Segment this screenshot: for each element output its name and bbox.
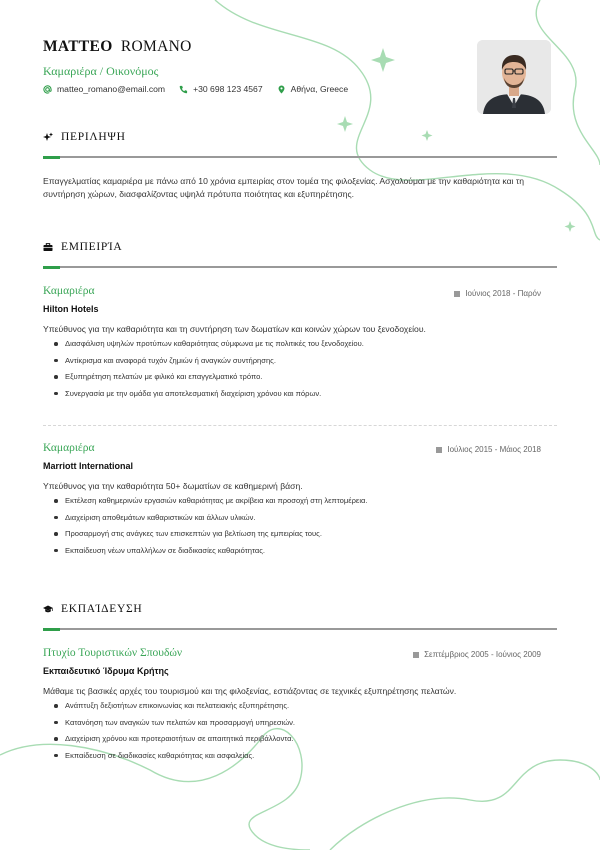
phone-icon	[179, 85, 188, 94]
education-bullets	[54, 700, 295, 766]
experience-heading: ΕΜΠΕΙΡΊΑ	[61, 241, 123, 253]
section-title-experience	[43, 241, 122, 253]
at-icon	[43, 85, 52, 94]
entry-separator	[43, 425, 557, 426]
calendar-icon	[454, 291, 460, 297]
list-item: Διασφάλιση υψηλών προτύπων καθαριότητας σύμφωνα με τις πολιτικές του ξενοδοχείου.	[54, 338, 364, 355]
contact-phone[interactable]	[179, 84, 263, 94]
education-description: Μάθαμε τις βασικές αρχές του τουρισμού και της φιλοξενίας, εστιάζοντας σε τεχνικές εξυπηρέτησης πελατών.	[43, 686, 457, 696]
section-rule	[43, 266, 557, 268]
list-item: Εκτέλεση καθημερινών εργασιών καθαριότητας με ακρίβεια και προσοχή στη λεπτομέρεια.	[54, 495, 368, 512]
education-heading: ΕΚΠΑΊΔΕΥΣΗ	[61, 603, 143, 615]
education-org: Εκπαιδευτικό Ίδρυμα Κρήτης	[43, 666, 169, 676]
job-role: Καμαριέρα / Οικονόμος	[43, 64, 159, 78]
briefcase-icon	[43, 242, 53, 252]
list-item: Εξυπηρέτηση πελατών με φιλικό και επαγγελματικό τρόπο.	[54, 371, 364, 388]
first-name: MATTEO	[43, 38, 113, 55]
phone-text: +30 698 123 4567	[193, 84, 263, 94]
experience-bullets	[54, 338, 364, 404]
calendar-icon	[436, 447, 442, 453]
list-item: Διαχείριση χρόνου και προτεραιοτήτων σε απαιτητικά περιβάλλοντα.	[54, 733, 295, 750]
list-item: Συνεργασία με την ομάδα για αποτελεσματική διαχείριση χρόνου και πόρων.	[54, 388, 364, 405]
list-item: Προσαρμογή στις ανάγκες των επισκεπτών για βελτίωση της εμπειρίας τους.	[54, 528, 368, 545]
person-portrait-icon	[477, 40, 551, 114]
list-item: Κατανόηση των αναγκών των πελατών και προσαρμογή υπηρεσιών.	[54, 717, 295, 734]
experience-org: Marriott International	[43, 461, 134, 471]
education-date-text: Σεπτέμβριος 2005 - Ιούνιος 2009	[424, 650, 541, 659]
contact-row	[43, 84, 348, 94]
location-text: Αθήνα, Greece	[290, 84, 349, 94]
education-date	[413, 650, 541, 659]
contact-email[interactable]	[43, 84, 165, 94]
candidate-name	[43, 38, 192, 56]
experience-date-text: Ιούλιος 2015 - Μάιος 2018	[447, 445, 541, 454]
section-title-summary	[43, 131, 126, 143]
email-text: matteo_romano@email.com	[57, 84, 166, 94]
list-item: Διαχείριση αποθεμάτων καθαριστικών και άλλων υλικών.	[54, 512, 368, 529]
last-name: ROMANO	[120, 38, 192, 55]
section-rule-accent	[43, 156, 60, 159]
list-item: Ανάπτυξη δεξιοτήτων επικοινωνίας και πελατειακής εξυπηρέτησης.	[54, 700, 295, 717]
experience-description: Υπεύθυνος για την καθαριότητα και τη συντήρηση των δωματίων και κοινών χώρων του ξενοδοχείου.	[43, 324, 426, 334]
summary-heading: ΠΕΡΙΛΗΨΗ	[61, 131, 126, 143]
experience-title: Καμαριέρα	[43, 285, 95, 297]
section-rule-accent	[43, 628, 60, 631]
summary-text: Επαγγελματίας καμαριέρα με πάνω από 10 χρόνια εμπειρίας στον τομέα της φιλοξενίας. Ασχολούμαι με την καθαριότητα και τη συντήρηση χώρων, διασφαλίζοντας υψηλά πρότυπα ποιότητας και εξυπηρέτησης.	[43, 176, 525, 199]
graduation-cap-icon	[43, 604, 53, 614]
list-item: Αντίκρισμα και αναφορά τυχόν ζημιών ή αναγκών συντήρησης.	[54, 355, 364, 372]
calendar-icon	[413, 652, 419, 658]
profile-photo	[477, 40, 551, 114]
experience-date-text: Ιούνιος 2018 - Παρόν	[465, 289, 541, 298]
experience-description: Υπεύθυνος για την καθαριότητα 50+ δωματίων σε καθημερινή βάση.	[43, 481, 303, 491]
sparkle-icon	[43, 132, 53, 142]
section-rule	[43, 628, 557, 630]
experience-date	[454, 289, 541, 298]
experience-title: Καμαριέρα	[43, 442, 95, 454]
section-rule-accent	[43, 266, 60, 269]
list-item: Εκπαίδευση σε διαδικασίες καθαριότητας και ασφαλείας.	[54, 750, 295, 767]
contact-location	[277, 84, 349, 94]
list-item: Εκπαίδευση νέων υπαλλήλων σε διαδικασίες καθαριότητας.	[54, 545, 368, 562]
section-title-education	[43, 603, 142, 615]
experience-bullets	[54, 495, 368, 561]
experience-org: Hilton Hotels	[43, 304, 99, 314]
experience-date	[436, 445, 541, 454]
section-rule	[43, 156, 557, 158]
map-pin-icon	[277, 85, 286, 94]
education-title: Πτυχίο Τουριστικών Σπουδών	[43, 647, 183, 659]
